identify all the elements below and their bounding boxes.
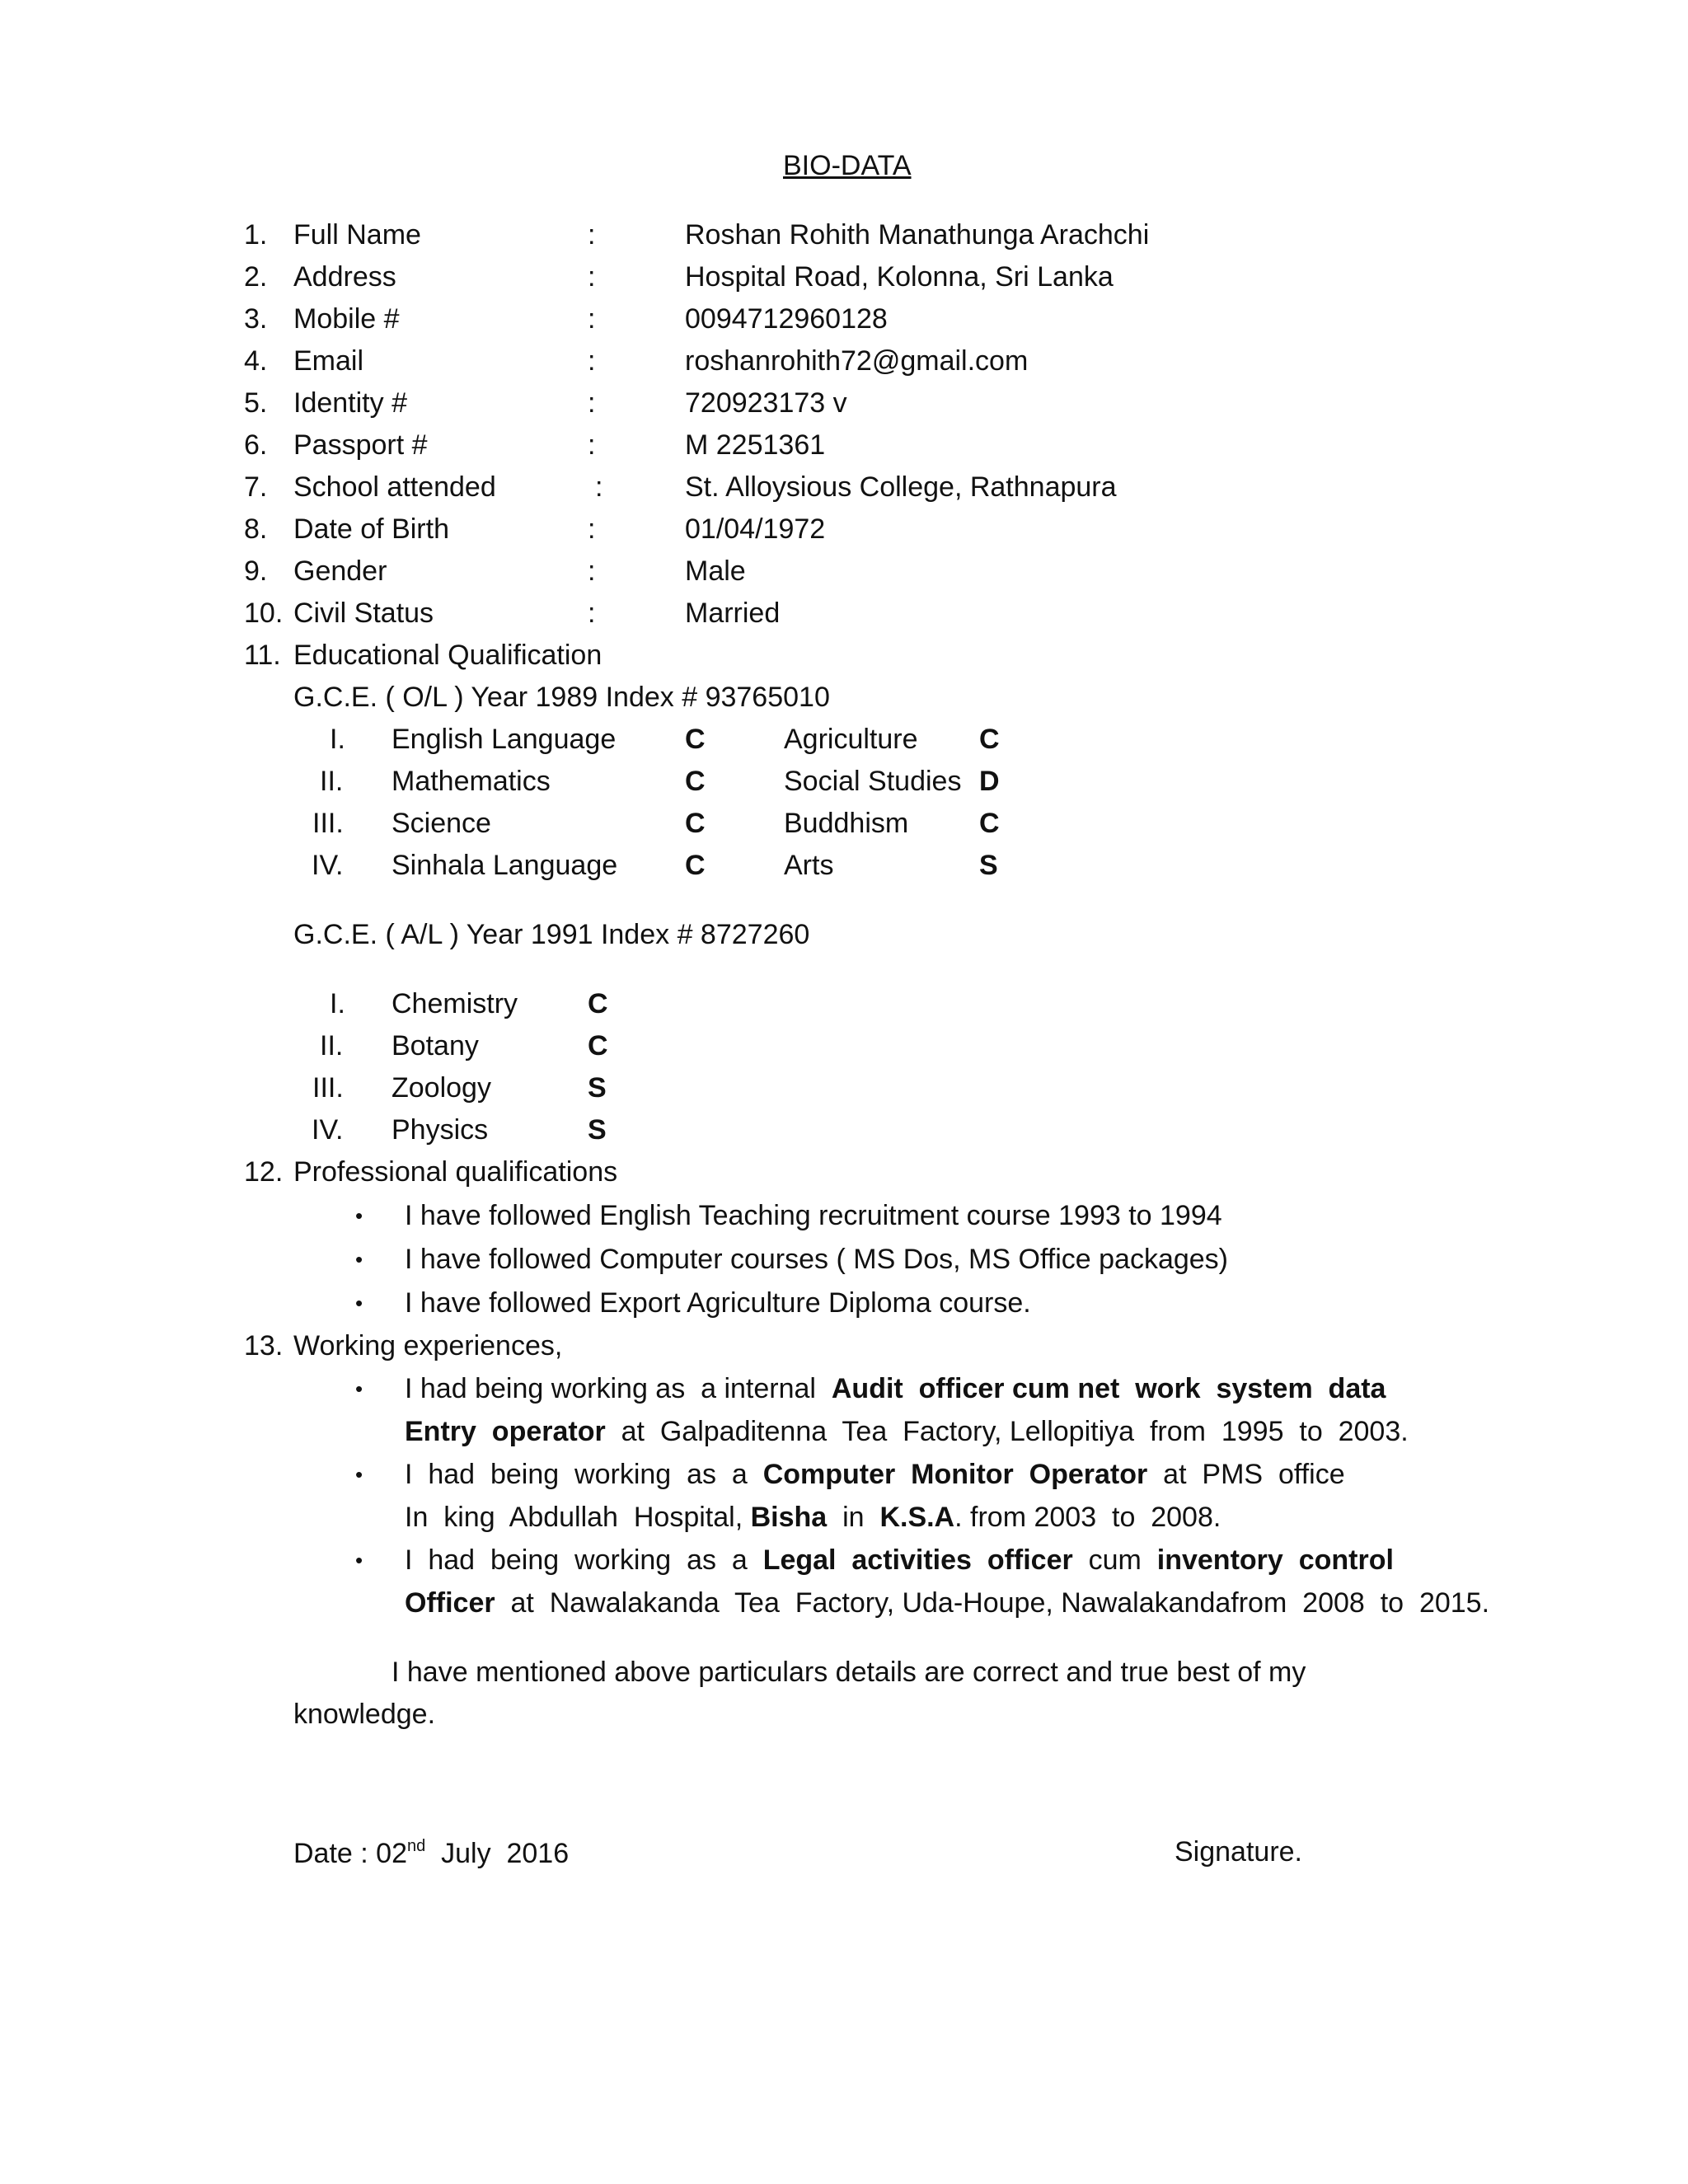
field-label: Passport #: [293, 429, 428, 461]
field-colon: :: [588, 345, 596, 377]
roman-numeral: IV.: [312, 850, 344, 881]
ol-heading: G.C.E. ( O/L ) Year 1989 Index # 93765010: [293, 682, 830, 713]
subject: Zoology: [392, 1072, 491, 1104]
emphasis: Audit officer cum net work system data: [831, 1373, 1386, 1404]
subject: Botany: [392, 1030, 479, 1062]
bullet-icon: •: [355, 1462, 363, 1487]
grade: C: [979, 724, 1000, 755]
al-heading: G.C.E. ( A/L ) Year 1991 Index # 8727260: [293, 919, 810, 950]
emphasis: inventory control: [1156, 1544, 1394, 1576]
row-number: 7.: [244, 471, 268, 503]
field-colon: :: [588, 598, 596, 629]
row-number: 2.: [244, 261, 268, 293]
text-run: I had being working as a: [405, 1459, 763, 1490]
text-run: I had being working as a internal: [405, 1373, 832, 1404]
grade: C: [685, 724, 706, 755]
section-number: 12.: [244, 1156, 284, 1188]
field-colon: :: [588, 303, 596, 335]
bullet-icon: •: [355, 1291, 363, 1315]
field-value: M 2251361: [685, 429, 826, 461]
roman-numeral: I.: [330, 988, 345, 1019]
field-colon: :: [588, 555, 596, 587]
row-number: 8.: [244, 513, 268, 545]
emphasis: Entry operator: [405, 1416, 606, 1447]
field-label: Address: [293, 261, 396, 293]
section-number: 13.: [244, 1330, 284, 1361]
field-label: Gender: [293, 555, 387, 587]
list-item: I have followed Export Agriculture Diploma course.: [405, 1287, 1031, 1319]
grade: D: [979, 766, 1000, 797]
field-colon: :: [595, 471, 603, 503]
field-value: Roshan Rohith Manathunga Arachchi: [685, 219, 1150, 251]
text-run: at Nawalakanda Tea Factory, Uda-Houpe, Nawalakandafrom 2008 to 2015.: [495, 1587, 1490, 1619]
signature-label: Signature.: [1175, 1836, 1302, 1868]
field-label: Mobile #: [293, 303, 400, 335]
field-value: Male: [685, 555, 746, 587]
row-number: 4.: [244, 345, 268, 377]
emphasis: Bisha: [750, 1502, 828, 1533]
grade: S: [588, 1114, 607, 1146]
row-number: 5.: [244, 387, 268, 419]
subject: Arts: [784, 850, 834, 881]
text-run: I had being working as a: [405, 1544, 763, 1576]
section-heading: Professional qualifications: [293, 1156, 618, 1188]
field-value: 01/04/1972: [685, 513, 826, 545]
subject: Physics: [392, 1114, 489, 1146]
grade: C: [588, 1030, 608, 1062]
roman-numeral: III.: [312, 808, 344, 839]
row-number: 9.: [244, 555, 268, 587]
field-colon: :: [588, 261, 596, 293]
field-value: Hospital Road, Kolonna, Sri Lanka: [685, 261, 1114, 293]
section-heading: Working experiences,: [293, 1330, 563, 1361]
field-label: Identity #: [293, 387, 407, 419]
date-suffix-sup: nd: [406, 1837, 426, 1855]
bullet-icon: •: [355, 1548, 363, 1572]
roman-numeral: IV.: [312, 1114, 344, 1146]
subject: Science: [392, 808, 491, 839]
roman-numeral: II.: [320, 766, 344, 797]
list-item-continuation: [405, 1418, 1409, 1446]
list-item: [405, 1546, 1394, 1574]
subject: Agriculture: [784, 724, 918, 755]
declaration-text: I have mentioned above particulars details are correct and true best of my: [392, 1657, 1306, 1688]
subject: Social Studies: [784, 766, 962, 797]
field-colon: :: [588, 429, 596, 461]
text-run: . from 2003 to 2008.: [954, 1502, 1221, 1533]
emphasis: Officer: [405, 1587, 495, 1619]
list-item: I have followed English Teaching recruitment course 1993 to 1994: [405, 1200, 1222, 1231]
subject: Mathematics: [392, 766, 551, 797]
subject: Buddhism: [784, 808, 909, 839]
text-run: cum: [1072, 1544, 1157, 1576]
field-value: St. Alloysious College, Rathnapura: [685, 471, 1117, 503]
field-colon: :: [588, 387, 596, 419]
emphasis: Computer Monitor Operator: [762, 1459, 1148, 1490]
subject: Chemistry: [392, 988, 518, 1019]
text-run: at Galpaditenna Tea Factory, Lellopitiya from 1995 to 2003.: [605, 1416, 1409, 1447]
row-number: 6.: [244, 429, 268, 461]
grade: S: [979, 850, 998, 881]
date-prefix: Date : 02: [293, 1838, 407, 1869]
roman-numeral: III.: [312, 1072, 344, 1104]
field-value: 0094712960128: [685, 303, 888, 335]
text-run: at PMS office: [1147, 1459, 1345, 1490]
field-label: Full Name: [293, 219, 421, 251]
field-label: Date of Birth: [293, 513, 449, 545]
grade: C: [979, 808, 1000, 839]
list-item: [405, 1375, 1386, 1403]
grade: C: [588, 988, 608, 1019]
grade: S: [588, 1072, 607, 1104]
date-line: [293, 1838, 569, 1868]
field-value: roshanrohith72@gmail.com: [685, 345, 1029, 377]
list-item: I have followed Computer courses ( MS Dos, MS Office packages): [405, 1244, 1228, 1275]
grade: C: [685, 808, 706, 839]
emphasis: Legal activities officer: [762, 1544, 1073, 1576]
field-colon: :: [588, 513, 596, 545]
bullet-icon: •: [355, 1203, 363, 1228]
field-value: Married: [685, 598, 781, 629]
field-value: 720923173 v: [685, 387, 847, 419]
section-heading: Educational Qualification: [293, 640, 603, 671]
list-item-continuation: [405, 1589, 1489, 1617]
date-rest: July 2016: [425, 1838, 570, 1869]
roman-numeral: II.: [320, 1030, 344, 1062]
subject: English Language: [392, 724, 617, 755]
section-number: 11.: [244, 640, 281, 671]
text-run: in: [827, 1502, 880, 1533]
list-item-continuation: [405, 1503, 1221, 1531]
field-label: School attended: [293, 471, 496, 503]
field-colon: :: [588, 219, 596, 251]
emphasis: K.S.A: [879, 1502, 955, 1533]
roman-numeral: I.: [330, 724, 345, 755]
text-run: In king Abdullah Hospital,: [405, 1502, 751, 1533]
page-title: BIO-DATA: [783, 150, 912, 181]
bullet-icon: •: [355, 1376, 363, 1401]
bullet-icon: •: [355, 1247, 363, 1272]
field-label: Email: [293, 345, 364, 377]
row-number: 3.: [244, 303, 268, 335]
subject: Sinhala Language: [392, 850, 618, 881]
declaration-text: knowledge.: [293, 1699, 436, 1730]
grade: C: [685, 766, 706, 797]
row-number: 10.: [244, 598, 284, 629]
grade: C: [685, 850, 706, 881]
list-item: [405, 1460, 1345, 1488]
field-label: Civil Status: [293, 598, 434, 629]
row-number: 1.: [244, 219, 268, 251]
